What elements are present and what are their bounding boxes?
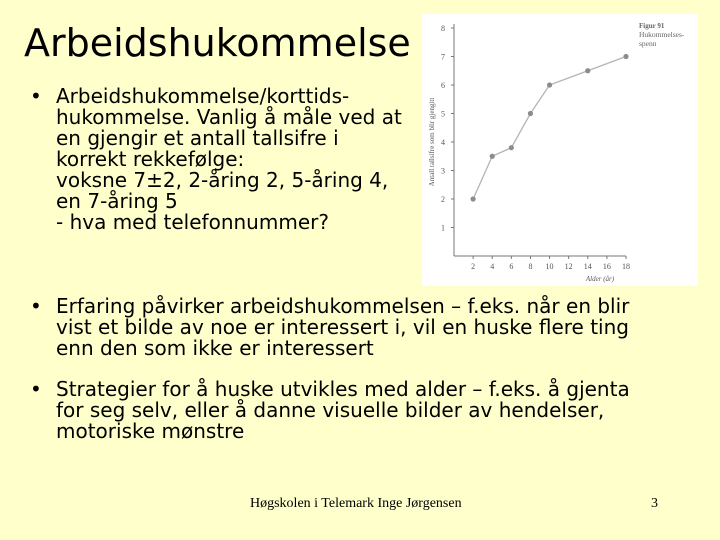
bullet-marker: •: [30, 377, 42, 401]
bullet-line: enn den som ikke er interessert: [56, 336, 374, 360]
data-point: [528, 111, 533, 116]
x-tick-label: 10: [545, 262, 554, 271]
bullet-marker: •: [30, 84, 42, 108]
chart-title-line: spenn: [639, 39, 657, 48]
y-tick-label: 5: [441, 109, 445, 119]
y-tick-label: 8: [441, 24, 445, 33]
bullet-line: en 7-åring 5: [56, 189, 178, 213]
bullet-memory-span: [30, 84, 416, 234]
x-tick-label: 18: [622, 262, 630, 271]
x-tick-label: 2: [471, 262, 476, 271]
bullet-line: voksne 7±2, 2-åring 2, 5-åring 4,: [56, 168, 389, 192]
data-point: [471, 196, 476, 201]
bullet-line: en gjengir et antall tallsifre i: [56, 126, 339, 150]
bullet-line: - hva med telefonnummer?: [56, 210, 329, 234]
bullet-experience: [30, 294, 711, 360]
bullet-line: for seg selv, eller å danne visuelle bilder av hendelser,: [56, 398, 605, 422]
bullet-strategies: [30, 377, 711, 443]
memory-span-chart: [422, 14, 698, 286]
x-tick-label: 16: [602, 262, 611, 271]
bullet-line: Erfaring påvirker arbeidshukommelsen – f.eks. når en blir: [56, 294, 630, 318]
x-tick-label: 8: [528, 262, 533, 271]
y-tick-label: 6: [441, 81, 445, 90]
slide-title: Arbeidshukommelse: [24, 21, 411, 65]
x-tick-label: 12: [564, 262, 573, 271]
chart-title-line: Hukommelses-: [639, 30, 685, 39]
data-point: [623, 54, 628, 59]
y-tick-label: 2: [441, 195, 445, 204]
bullet-line: motoriske mønstre: [56, 419, 245, 443]
chart-svg: [422, 14, 698, 286]
y-tick-label: 4: [441, 138, 445, 147]
y-tick-label: 3: [441, 166, 445, 176]
bullet-line: Strategier for å huske utvikles med alder – f.eks. å gjenta: [56, 377, 630, 401]
data-point: [547, 82, 552, 87]
bullet-line: vist et bilde av noe er interessert i, vil en huske flere ting: [56, 315, 629, 339]
series-line: [473, 57, 626, 200]
slide-footer: Høgskolen i Telemark Inge Jørgensen: [250, 496, 462, 511]
x-tick-label: 4: [490, 262, 495, 271]
figure-label: Figur 91: [639, 22, 665, 30]
data-point: [585, 68, 590, 73]
y-axis-title: Antall tallsifre som blir gjengitt: [428, 97, 436, 187]
bullet-line: hukommelse. Vanlig å måle ved at: [56, 105, 402, 129]
bullet-marker: •: [30, 294, 42, 318]
x-tick-label: 14: [583, 262, 592, 271]
bullet-line: korrekt rekkefølge:: [56, 147, 245, 171]
x-tick-label: 6: [509, 262, 514, 271]
y-tick-label: 7: [441, 52, 445, 62]
data-point: [490, 154, 495, 159]
x-axis-title: Alder (år): [585, 275, 615, 283]
bullet-line: Arbeidshukommelse/korttids-: [56, 84, 350, 108]
y-tick-label: 1: [441, 223, 445, 233]
page-number: 3: [651, 496, 658, 511]
data-point: [509, 145, 514, 150]
